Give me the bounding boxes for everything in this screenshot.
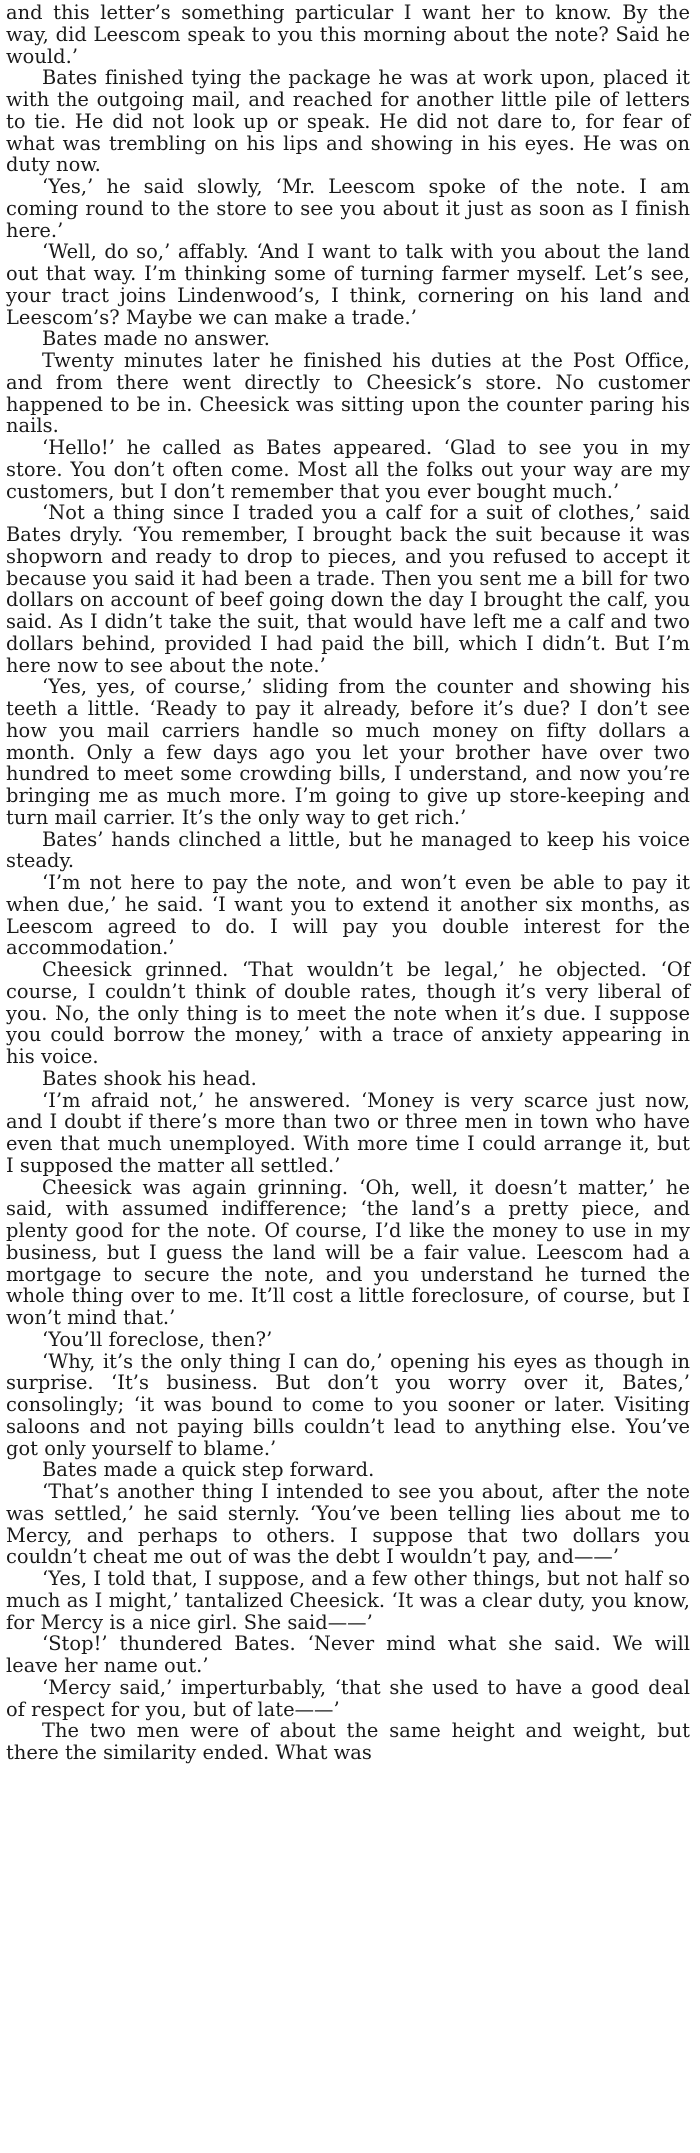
paragraph: ‘Not a thing since I traded you a calf for a suit of clothes,’ said Bates dryly. ‘You remember, I brought back the suit because it was shopworn and ready to drop to pieces, and you refused to accept it because you said it had been a trade. Then you sent me a bill for two dollars on account of beef going down the day I brought the calf, you said. As I didn’t take the suit, that would have left me a calf and two dollars behind, provided I had paid the bill, which I didn’t. But I’m here now to see about the note.’ <box>6 501 690 677</box>
paragraph: Cheesick was again grinning. ‘Oh, well, it doesn’t matter,’ he said, with assumed indifference; ‘the land’s a pretty piece, and plenty good for the note. Of course, I’d like the money to use in my business, but I guess the land will be a fair value. Leescom had a mortgage to secure the note, and you understand he turned the whole thing over to me. It’ll cost a little foreclosure, of course, but I won’t mind that.’ <box>6 1175 690 1329</box>
paragraph: ‘I’m not here to pay the note, and won’t even be able to pay it when due,’ he said. ‘I want you to extend it another six months, as Leescom agreed to do. I will pay you double interest for the accommodation.’ <box>6 871 690 960</box>
text-column <box>6 2 690 1764</box>
paragraph: Bates made no answer. <box>42 327 270 351</box>
paragraph: Cheesick grinned. ‘That wouldn’t be legal,’ he objected. ‘Of course, I couldn’t think of double rates, though it’s very liberal of you. No, the only thing is to meet the note when it’s due. I suppose you could borrow the money,’ with a trace of anxiety appearing in his voice. <box>6 958 690 1068</box>
paragraph: and this letter’s something particular I want her to know. By the way, did Leescom speak to you this morning about the note? Said he would.’ <box>6 1 690 68</box>
paragraph: ‘Stop!’ thundered Bates. ‘Never mind what she said. We will leave her name out.’ <box>6 1632 690 1677</box>
paragraph: ‘I’m afraid not,’ he answered. ‘Money is very scarce just now, and I doubt if there’s more than two or three men in town who have even that much unemployed. With more time I could arrange it, but I supposed the matter all settled.’ <box>6 1088 690 1177</box>
paragraph: ‘Yes, I told that, I suppose, and a few other things, but not half so much as I might,’ tantalized Cheesick. ‘It was a clear duty, you know, for Mercy is a nice girl. She said——’ <box>6 1567 690 1634</box>
paragraph: ‘Mercy said,’ imperturbably, ‘that she used to have a good deal of respect for you, but of late——’ <box>6 1675 690 1721</box>
paragraph: Twenty minutes later he finished his duties at the Post Office, and from there went directly to Cheesick’s store. No customer happened to be in. Cheesick was sitting upon the counter paring his nails. <box>6 349 690 438</box>
paragraph: ‘Yes, yes, of course,’ sliding from the counter and showing his teeth a little. ‘Ready to pay it already, before it’s due? I don’t see how you mail carriers handle so much money on fifty dollars a month. Only a few days ago you let your brother have over two hundred to meet some crowding bills, I understand, and now you’re bringing me as much more. I’m going to give up store-keeping and turn mail carrier. It’s the only way to get rich.’ <box>6 675 690 829</box>
paragraph: ‘Hello!’ he called as Bates appeared. ‘Glad to see you in my store. You don’t often come. Most all the folks out your way are my customers, but I don’t remember that you ever bought much.’ <box>6 436 690 503</box>
paragraph: ‘Yes,’ he said slowly, ‘Mr. Leescom spoke of the note. I am coming round to the store to see you about it just as soon as I finish here.’ <box>6 175 690 242</box>
paragraph: Bates made a quick step forward. <box>42 1458 375 1482</box>
paragraph: ‘That’s another thing I intended to see you about, after the note was settled,’ he said sternly. ‘You’ve been telling lies about me to Mercy, and perhaps to others. I suppose that two dollars you couldn’t cheat me out of was the debt I wouldn’t pay, and——’ <box>6 1480 690 1569</box>
paragraph: Bates’ hands clinched a little, but he managed to keep his voice steady. <box>6 827 690 873</box>
paragraph: The two men were of about the same height and weight, but there the similarity ended. What was <box>6 1719 690 1764</box>
paragraph: ‘You’ll foreclose, then?’ <box>42 1327 273 1351</box>
paragraph: Bates shook his head. <box>42 1066 257 1090</box>
paragraph: Bates finished tying the package he was at work upon, placed it with the outgoing mail, and reached for another little pile of letters to tie. He did not look up or speak. He did not dare to, for fear of what was trembling on his lips and showing in his eyes. He was on duty now. <box>6 66 690 177</box>
paragraph: ‘Well, do so,’ affably. ‘And I want to talk with you about the land out that way. I’m thinking some of turning farmer myself. Let’s see, your tract joins Lindenwood’s, I think, cornering on his land and Leescom’s? Maybe we can make a trade.’ <box>6 240 690 329</box>
paragraph: ‘Why, it’s the only thing I can do,’ opening his eyes as though in surprise. ‘It’s business. But don’t you worry over it, Bates,’ consolingly; ‘it was bound to come to you sooner or later. Visiting saloons and not paying bills couldn’t lead to anything else. You’ve got only yourself to blame.’ <box>6 1349 690 1460</box>
